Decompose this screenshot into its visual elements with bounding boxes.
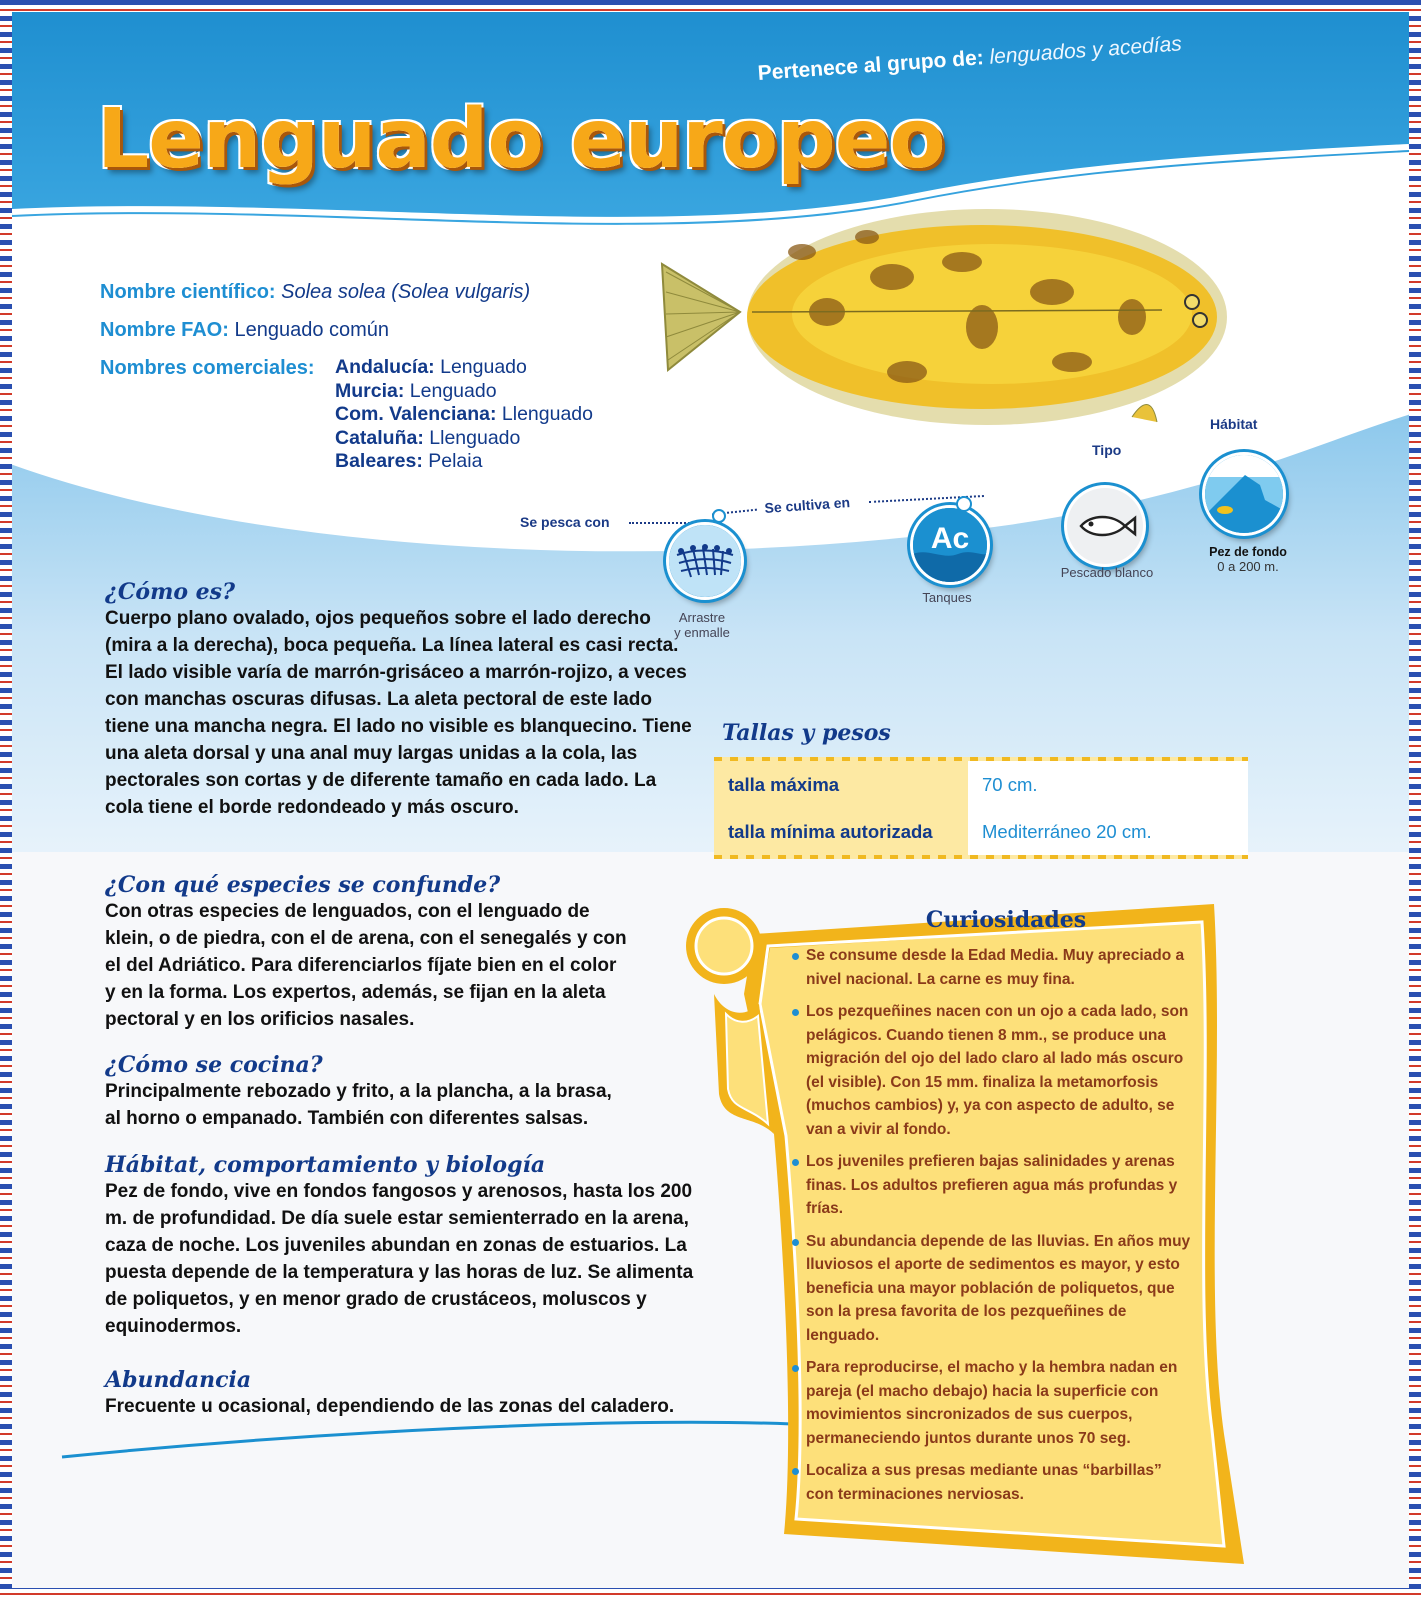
bullet-icon [792,953,799,960]
section-title: ¿Con qué especies se confunde? [105,872,501,898]
type-caption: Pescado blanco [1060,565,1154,580]
list-item: Los pezqueñines nacen con un ojo a cada lado, son pelágicos. Cuando tienen 8 mm., se produce una migración del ojo del lado claro al lado más oscuro (el visible). Con 15 mm. finaliza la metamorfosis (muchos cambios) y, ya con aspecto de adulto, se van a vivir al fondo. [792,1000,1192,1141]
size-label: talla máxima [714,761,968,808]
curiosities-title: Curiosidades [925,907,1087,933]
region-entry: Murcia: Lenguado [335,379,497,402]
section-confunde [105,872,630,1033]
section-text: Cuerpo plano ovalado, ojos pequeños sobre el lado derecho (mira a la derecha), boca pequeña. La línea lateral es casi recta. El lado visible varía de marrón-grisáceo a marrón-rojizo, a veces con manchas oscuras difusas. La aleta pectoral de este lado tiene una mancha negra. El lado no visible es blanquecino. Tiene una aleta dorsal y una anal muy largas unidas a la cola, las pectorales son cortas y de diferente tamaño en cada lado. La cola tiene el borde redondeado y más oscuro. [105,608,692,818]
section-text: Principalmente rebozado y frito, a la plancha, a la brasa, al horno o empanado. También con diferentes salsas. [105,1081,612,1129]
list-item: Los juveniles prefieren bajas salinidades y arenas finas. Los adultos prefieren agua más profundas y frías. [792,1150,1192,1221]
region-entry: Andalucía: Lenguado [335,356,527,378]
group-label: Pertenece al grupo de: [757,46,985,85]
habitat-label: Hábitat [1210,416,1258,432]
fishing-pin-dot [712,509,726,523]
section-text: Con otras especies de lenguados, con el lenguado de klein, o de piedra, con el de arena, con el senegalés y con el del Adriático. Para diferenciarlos fíjate bien en el color y en la forma. Los expertos, además, se fijan en la aleta pectoral y en los orificios nasales. [105,901,627,1030]
section-abundancia [105,1367,695,1420]
scientific-name-value: Solea solea (Solea vulgaris) [281,281,531,303]
size-label: talla mínima autorizada [714,808,968,855]
scientific-name-row [100,280,530,304]
page-title: Lenguado europeo [97,92,945,187]
region-entry: Baleares: Pelaia [335,450,483,472]
list-item: Localiza a sus presas mediante unas “barbillas” con terminaciones nerviosas. [792,1459,1192,1506]
section-text: Pez de fondo, vive en fondos fangosos y arenosos, hasta los 200 m. de profundidad. De día suele estar semienterrado en la arena, caza de noche. Los juveniles abundan en zonas de estuarios. La puesta depende de la temperatura y las horas de luz. Se alimenta de poliquetos, y en menor grado de crustáceos, moluscos y equinodermos. [105,1181,694,1337]
section-como-es [105,579,695,821]
cultivated-caption: Tanques [922,590,972,605]
region-entry: Com. Valenciana: Llenguado [335,403,593,425]
list-item: Para reproducirse, el macho y la hembra nadan en pareja (el macho debajo) hacia la superficie con movimientos sincronizados de sus cuerpos, permaneciendo juntos durante unos 70 seg. [792,1356,1192,1450]
habitat-caption: Pez de fondo 0 a 200 m. [1209,545,1287,574]
section-cocina [105,1052,630,1132]
cultivated-pin-dot [956,496,972,512]
section-title: ¿Cómo se cocina? [105,1052,323,1078]
bullet-icon [792,1009,799,1016]
habitat-depth-icon [1202,452,1286,536]
tank-aquaculture-icon [910,505,990,585]
sole-fish-illustration [652,192,1252,442]
fao-name-label: Nombre FAO: [100,319,229,341]
names-block [100,280,593,490]
fao-name-row [100,318,530,342]
size-value: 70 cm. [968,761,1248,808]
bullet-icon [792,1159,799,1166]
sizes-table [714,757,1248,859]
bullet-icon [792,1468,799,1475]
curiosities-box [750,882,1262,1572]
table-row [714,808,1248,855]
type-label: Tipo [1092,442,1122,458]
section-title: Hábitat, comportamiento y biología [105,1152,546,1178]
table-row [714,761,1248,808]
list-item: Se consume desde la Edad Media. Muy apreciado a nivel nacional. La carne es muy fina. [792,944,1192,991]
curiosities-list [792,944,1192,1515]
sizes-title: Tallas y pesos [722,720,891,746]
commercial-names-row [100,356,593,476]
bullet-icon [792,1239,799,1246]
section-habitat [105,1152,695,1340]
list-item: Su abundancia depende de las lluvias. En años muy lluviosos el aporte de sedimentos es mayor, y esto beneficia una mayor población de poliquetos, que son la presa favorita de los pezqueñines de lenguado. [792,1230,1192,1348]
fao-name-value: Lenguado común [234,319,390,341]
bullet-icon [792,1365,799,1372]
group-value: lenguados y acedías [988,32,1183,69]
region-entry: Cataluña: Llenguado [335,426,521,449]
fishing-label: Se pesca con [520,514,610,530]
fact-sheet [12,12,1409,1588]
section-title: ¿Cómo es? [105,579,235,605]
white-fish-icon [1064,485,1146,567]
scientific-name-label: Nombre científico: [100,281,276,303]
commercial-names-label: Nombres comerciales: [100,357,315,379]
aquaculture-icon-text: Ac [930,522,970,555]
commercial-names-list [335,356,593,474]
section-text: Frecuente u ocasional, dependiendo de las zonas del caladero. [105,1396,675,1417]
section-title: Abundancia [105,1367,252,1393]
cultivated-label: Se cultiva en [764,494,851,516]
fishing-caption: Arrastre y enmalle [674,610,730,640]
size-value: Mediterráneo 20 cm. [968,808,1248,855]
